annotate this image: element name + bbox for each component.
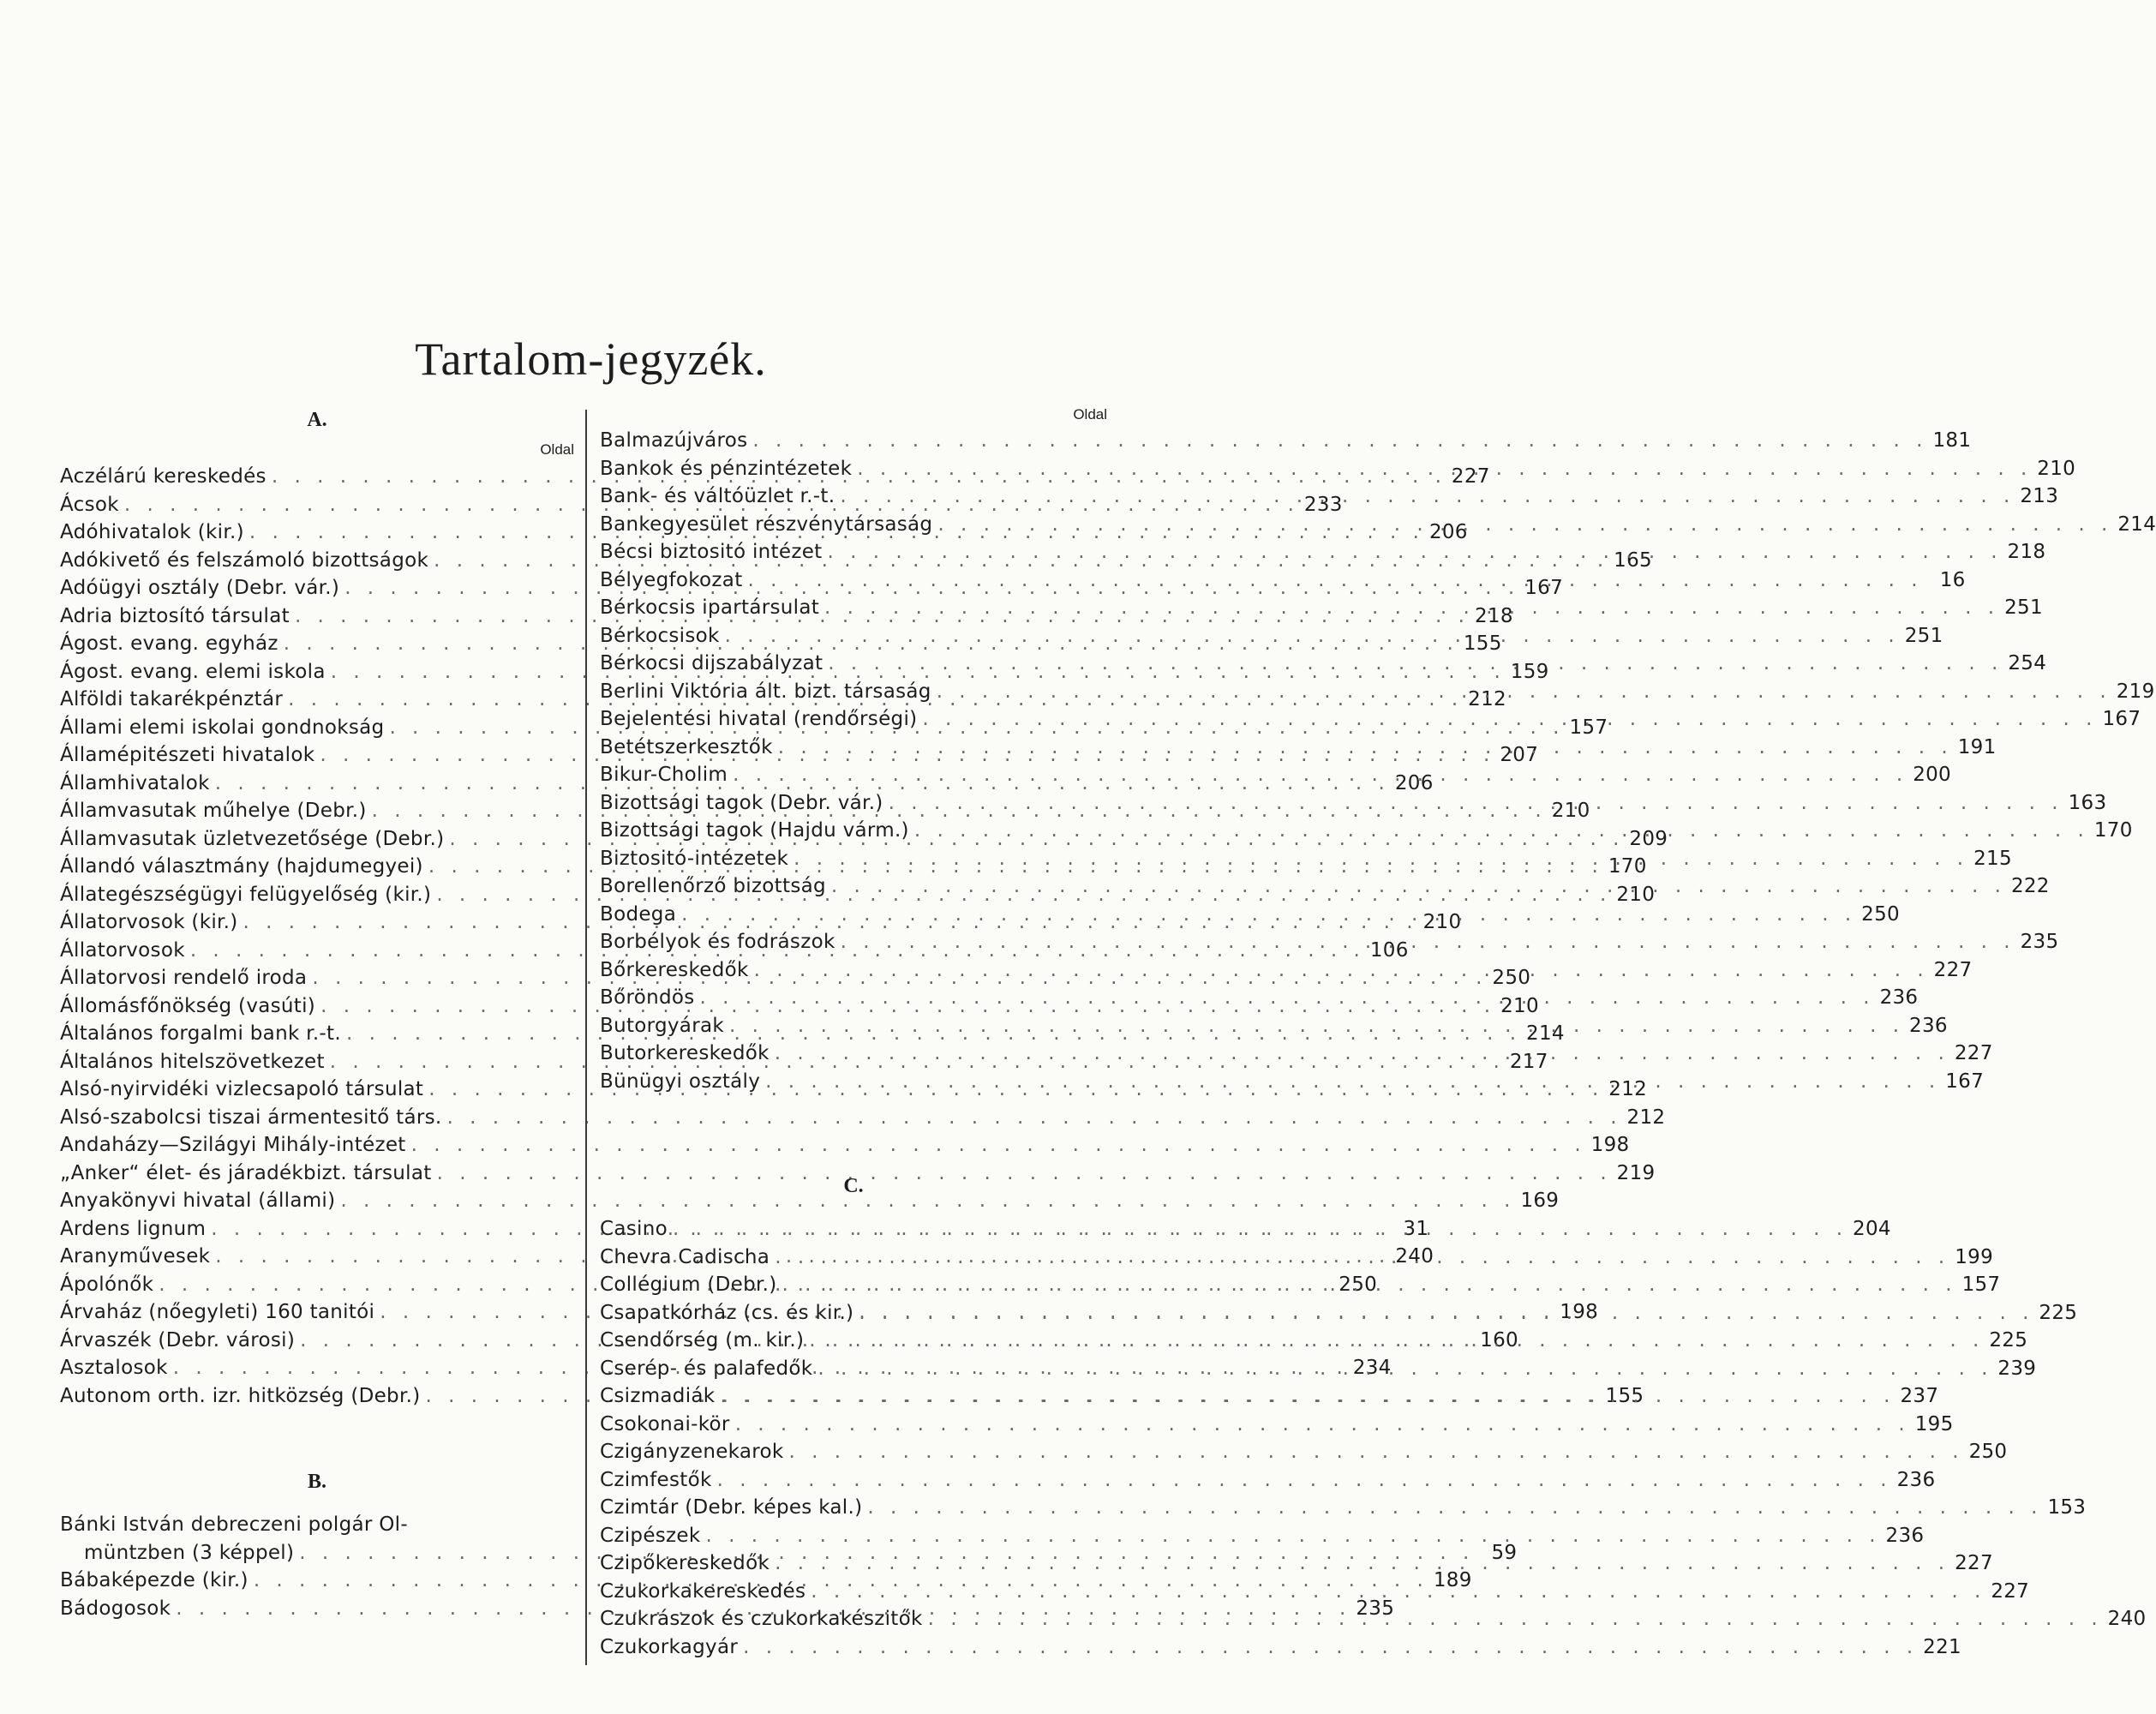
entry-page-number: 236: [1879, 986, 1919, 1009]
entry-name: Butorgyárak: [600, 1014, 724, 1037]
entry-name: Árvaszék (Debr. városi): [60, 1328, 296, 1351]
entry-name: Bábaképezde (kir.): [60, 1569, 249, 1591]
entry-page-number: 160: [1480, 1328, 1518, 1351]
entry-page-number: 225: [1989, 1329, 2028, 1351]
toc-entry: [600, 1466, 1936, 1495]
entry-page-number: 214: [1526, 1022, 1565, 1045]
toc-entry: [60, 1187, 1560, 1215]
entry-name: Czukrászok és czukorkakészitők: [600, 1608, 923, 1630]
entry-page-number: 212: [1626, 1106, 1666, 1129]
entry-name-cont: müntzben (3 képpel): [84, 1541, 295, 1564]
entry-page-number: 227: [1955, 1552, 1993, 1574]
entry-page-number: 251: [2004, 596, 2043, 619]
entry-name: Adóhivatalok (kir.): [60, 521, 244, 543]
leader-dots: [681, 901, 1856, 929]
entry-name: Czukorkakereskedés: [600, 1579, 806, 1603]
leader-dots: [794, 845, 1968, 873]
entry-name: Asztalosok: [60, 1357, 168, 1379]
entry-page-number: 239: [1997, 1357, 2037, 1380]
toc-entry: [60, 1160, 1656, 1188]
entry-name: Bécsi biztositó intézet: [600, 541, 823, 563]
entry-name: Bádogosok: [60, 1597, 171, 1620]
entry-name: Államhivatalok: [60, 771, 210, 794]
entry-page-number: 16: [1939, 568, 1966, 591]
entry-page-number: 227: [1954, 1042, 1993, 1064]
entry-page-number: 213: [2020, 485, 2059, 507]
entry-name: Anyakönyvi hivatal (állami): [60, 1190, 336, 1212]
leader-dots: [725, 622, 1900, 650]
entry-page-number: 163: [2068, 791, 2107, 814]
entry-page-number: 250: [1339, 1273, 1378, 1296]
entry-page-number: 169: [1520, 1190, 1560, 1212]
entry-name: Adóügyi osztály (Debr. vár.): [60, 577, 340, 599]
entry-name: Állategészségügyi felügyelőség (kir.): [60, 883, 432, 906]
entry-name: Czipőkereskedők: [600, 1552, 770, 1574]
entry-page-number: 236: [1909, 1014, 1948, 1037]
toc-entry: [600, 1494, 2087, 1522]
entry-page-number: 215: [1973, 847, 2012, 870]
entry-name: Autonom orth. izr. hitközség (Debr.): [60, 1384, 421, 1407]
leader-dots: [735, 1411, 1910, 1439]
leader-dots: [824, 594, 1999, 622]
leader-dots: [754, 956, 1929, 985]
entry-page-number: 210: [1616, 883, 1656, 906]
entry-page-number: 153: [2047, 1496, 2087, 1519]
entry-name: Bérkocsi dijszabályzat: [600, 652, 823, 674]
entry-page-number: 250: [1968, 1441, 2008, 1463]
entry-name: Borellenőrző bizottság: [600, 875, 826, 897]
entry-name: Czimfestők: [600, 1468, 712, 1491]
entry-name: Állatorvosi rendelő iroda: [60, 967, 308, 989]
entry-name: Borbélyok és fodrászok: [600, 931, 835, 953]
toc-entry: [600, 1438, 2008, 1466]
leader-dots: [729, 1012, 1904, 1040]
entry-name: Aranyművesek: [60, 1245, 211, 1268]
entry-page-number: 191: [1957, 735, 1997, 758]
entry-name: Butorkereskedők: [600, 1042, 770, 1064]
leader-dots: [720, 1382, 1895, 1411]
entry-name: Ágost. evang. egyház: [60, 632, 278, 655]
leader-dots: [775, 1549, 1949, 1578]
toc-entry: [60, 1104, 1666, 1132]
entry-page-number: 155: [1605, 1384, 1644, 1407]
entry-name: Bőrkereskedők: [600, 958, 749, 981]
leader-dots: [778, 734, 1953, 762]
toc-entry: [600, 1522, 1925, 1550]
entry-name: Bélyegfokozat: [600, 568, 743, 591]
entry-page-number: 199: [1955, 1245, 1994, 1268]
leader-dots: [673, 1215, 1848, 1244]
leader-dots: [743, 1633, 1918, 1662]
entry-name: Cserép- és palafedők: [600, 1357, 813, 1380]
leader-dots: [752, 427, 1927, 455]
leader-dots: [775, 1040, 1949, 1068]
leader-dots: [937, 511, 2112, 539]
entry-page-number: 167: [1524, 577, 1564, 599]
entry-page-number: 227: [1933, 958, 1973, 981]
entry-page-number: 219: [1616, 1161, 1656, 1184]
entry-page-number: 225: [2039, 1301, 2078, 1324]
entry-page-number: 235: [2020, 931, 2059, 953]
entry-name: Államépitészeti hivatalok: [60, 744, 315, 766]
leader-dots: [841, 928, 2015, 956]
column-divider: [585, 410, 587, 1665]
leader-dots: [867, 1494, 2042, 1522]
entry-name: Betétszerkesztők: [600, 735, 773, 758]
entry-page-number: 251: [1904, 624, 1943, 647]
entry-page-number: 217: [1509, 1050, 1548, 1073]
entry-page-number: 237: [1900, 1385, 1939, 1407]
entry-page-number: 200: [1913, 764, 1951, 786]
entry-name: Chevra Cadischa: [600, 1245, 770, 1268]
leader-dots: [827, 538, 2002, 566]
entry-name: Biztositó-intézetek: [600, 847, 789, 870]
entry-page-number: 234: [1352, 1357, 1392, 1379]
section-heading-c: C.: [843, 1175, 864, 1197]
leader-dots: [717, 1466, 1892, 1495]
entry-name: Czipészek: [600, 1524, 701, 1547]
entry-page-number: 157: [1569, 716, 1608, 739]
entry-name: Bodega: [600, 902, 677, 926]
entry-name: Andaházy—Szilágyi Mihály-intézet: [60, 1134, 406, 1156]
entry-page-number: 210: [1500, 994, 1539, 1017]
toc-entry: [60, 1131, 1630, 1160]
entry-page-number: 189: [1433, 1569, 1472, 1591]
entry-name: Csizmadiák: [600, 1385, 716, 1407]
entry-name: Bank- és váltóüzlet r.-t.: [600, 485, 835, 507]
entry-name: Államvasutak műhelye (Debr.): [60, 800, 367, 822]
entry-name: Aczélárú kereskedés: [60, 465, 267, 488]
toc-entry: [600, 427, 1972, 455]
entry-page-number: 170: [2093, 819, 2133, 842]
entry-page-number: 254: [2008, 652, 2047, 674]
entry-page-number: 236: [1885, 1524, 1925, 1547]
leader-dots: [809, 1327, 1984, 1355]
entry-name: Államvasutak üzletvezetősége (Debr.): [60, 827, 445, 850]
entry-name: Czigányzenekarok: [600, 1441, 784, 1463]
entry-page-number: 195: [1914, 1412, 1954, 1435]
entry-name: Ácsok: [60, 493, 119, 516]
entry-page-number: 227: [1451, 465, 1490, 488]
entry-page-number: 222: [2010, 875, 2050, 897]
entry-page-number: 206: [1428, 521, 1468, 543]
entry-name: Bizottsági tagok (Hajdu várm.): [600, 819, 909, 842]
entry-name: Alsó-szabolcsi tiszai ármentesitő társ.: [60, 1106, 442, 1129]
leader-dots: [857, 455, 2032, 483]
entry-page-number: 167: [2102, 708, 2141, 730]
entry-page-number: 235: [1356, 1597, 1395, 1620]
entry-name: Bánki István debreczeni polgár Ol-: [60, 1513, 408, 1536]
leader-dots: [831, 872, 2006, 901]
entry-name: Bejelentési hivatal (rendőrségi): [600, 708, 918, 730]
entry-name: Bizottsági tagok (Debr. vár.): [600, 791, 883, 814]
entry-page-number: 219: [2116, 680, 2155, 703]
entry-name: Bünügyi osztály: [600, 1070, 761, 1093]
entry-name: Ápolónők: [60, 1273, 154, 1296]
entry-page-number: 210: [1422, 911, 1462, 933]
entry-page-number: 206: [1394, 771, 1434, 794]
entry-name: Állomásfőnökség (vasúti): [60, 994, 316, 1017]
leader-dots: [828, 650, 2003, 678]
entry-page-number: 165: [1614, 548, 1652, 572]
entry-page-number: 31: [1403, 1217, 1429, 1240]
entry-page-number: 227: [1991, 1579, 2030, 1603]
entry-page-number: 218: [2007, 541, 2046, 563]
entry-name: Bőröndös: [600, 986, 695, 1009]
leader-dots: [817, 1355, 1992, 1383]
entry-name: Állandó választmány (hajdumegyei): [60, 855, 423, 878]
entry-page-number: 212: [1608, 1078, 1648, 1100]
entry-name: Általános forgalmi bank r.-t.: [60, 1022, 341, 1045]
entry-page-number: 221: [1923, 1635, 1961, 1658]
page-title: Tartalom-jegyzék.: [415, 333, 767, 385]
entry-page-number: 236: [1896, 1468, 1936, 1491]
entry-page-number: 198: [1560, 1301, 1599, 1323]
entry-page-number: 204: [1853, 1218, 1891, 1240]
entry-page-number: 167: [1945, 1070, 1985, 1093]
entry-name: Ardens lignum: [60, 1217, 207, 1240]
entry-page-number: 106: [1369, 938, 1409, 962]
entry-page-number: 209: [1629, 827, 1668, 850]
leader-dots: [782, 1271, 1957, 1299]
entry-name: Árvaház (nőegyleti) 160 tanitói: [60, 1301, 375, 1323]
entry-page-number: 198: [1590, 1134, 1630, 1156]
entry-page-number: 170: [1608, 855, 1647, 878]
toc-entry: [600, 1633, 1961, 1662]
entry-name: Czimtár (Debr. képes kal.): [600, 1496, 863, 1519]
entry-page-number: 157: [1961, 1274, 2001, 1296]
leader-dots: [733, 761, 1907, 789]
page-column-label-right: Oldal: [1073, 406, 1107, 423]
entry-page-number: 240: [2107, 1608, 2147, 1630]
section-heading-a: A.: [307, 409, 327, 431]
entry-name: Bikur-Cholim: [600, 764, 728, 786]
section-heading-b: B.: [307, 1471, 326, 1493]
entry-page-number: 159: [1510, 660, 1549, 683]
entry-page-number: 250: [1861, 902, 1900, 926]
leader-dots: [789, 1438, 1964, 1466]
leader-dots: [922, 705, 2097, 734]
entry-page-number: 233: [1303, 493, 1343, 516]
leader-dots: [928, 1605, 2103, 1633]
entry-page-number: 207: [1500, 744, 1539, 766]
entry-name: Adókivető és felszámoló bizottságok: [60, 548, 429, 572]
entry-page-number: 210: [1551, 800, 1590, 822]
entry-name: Alsó-nyirvidéki vizlecsapoló társulat: [60, 1078, 424, 1100]
entry-page-number: 181: [1932, 429, 1972, 452]
entry-name: Casino: [600, 1218, 668, 1240]
entry-name: Adria biztosító társulat: [60, 604, 290, 627]
entry-page-number: 210: [2037, 457, 2076, 480]
entry-page-number: 250: [1492, 967, 1531, 989]
entry-name: Csapatkórház (cs. és kir.): [600, 1301, 854, 1324]
leader-dots: [840, 482, 2015, 511]
leader-dots: [765, 1068, 1940, 1096]
entry-name: Bérkocsis ipartársulat: [600, 596, 820, 619]
leader-dots: [914, 817, 2089, 845]
leader-dots: [706, 1522, 1881, 1550]
entry-name: Bankegyesület részvénytársaság: [600, 512, 933, 536]
entry-name: Állami elemi iskolai gondnokság: [60, 716, 385, 739]
leader-dots: [775, 1244, 1949, 1272]
entry-name: Csokonai-kör: [600, 1412, 730, 1435]
entry-page-number: 218: [1474, 604, 1513, 627]
entry-name: Czukorkagyár: [600, 1635, 739, 1658]
leader-dots: [811, 1578, 1985, 1606]
entry-name: Bérkocsisok: [600, 624, 720, 647]
entry-page-number: 155: [1463, 632, 1502, 655]
entry-name: Állatorvosok: [60, 938, 185, 962]
entry-name: Berlini Viktória ált. bizt. társaság: [600, 680, 931, 703]
entry-name: Általános hitelszövetkezet: [60, 1050, 325, 1073]
entry-page-number: 214: [2117, 512, 2156, 536]
entry-name: Collégium (Debr.): [600, 1274, 777, 1296]
leader-dots: [937, 678, 2111, 706]
leader-dots: [889, 789, 2063, 818]
entry-page-number: 240: [1395, 1245, 1434, 1268]
entry-name: Bankok és pénzintézetek: [600, 457, 853, 480]
entry-name: Ágost. evang. elemi iskola: [60, 660, 326, 683]
entry-page-number: 59: [1491, 1541, 1518, 1564]
entry-page-number: 212: [1468, 688, 1506, 710]
page-column-label: Oldal: [540, 441, 574, 458]
leader-dots: [748, 566, 1923, 595]
entry-name: Balmazújváros: [600, 429, 748, 452]
toc-entry: [600, 1411, 1954, 1439]
entry-name: Állatorvosok (kir.): [60, 911, 238, 933]
entry-name: „Anker“ élet- és járadékbizt. társulat: [60, 1161, 432, 1184]
leader-dots: [700, 984, 1875, 1012]
entry-name: Csendőrség (m. kir.): [600, 1329, 805, 1351]
entry-name: Alföldi takarékpénztár: [60, 688, 284, 710]
leader-dots: [859, 1299, 2033, 1327]
